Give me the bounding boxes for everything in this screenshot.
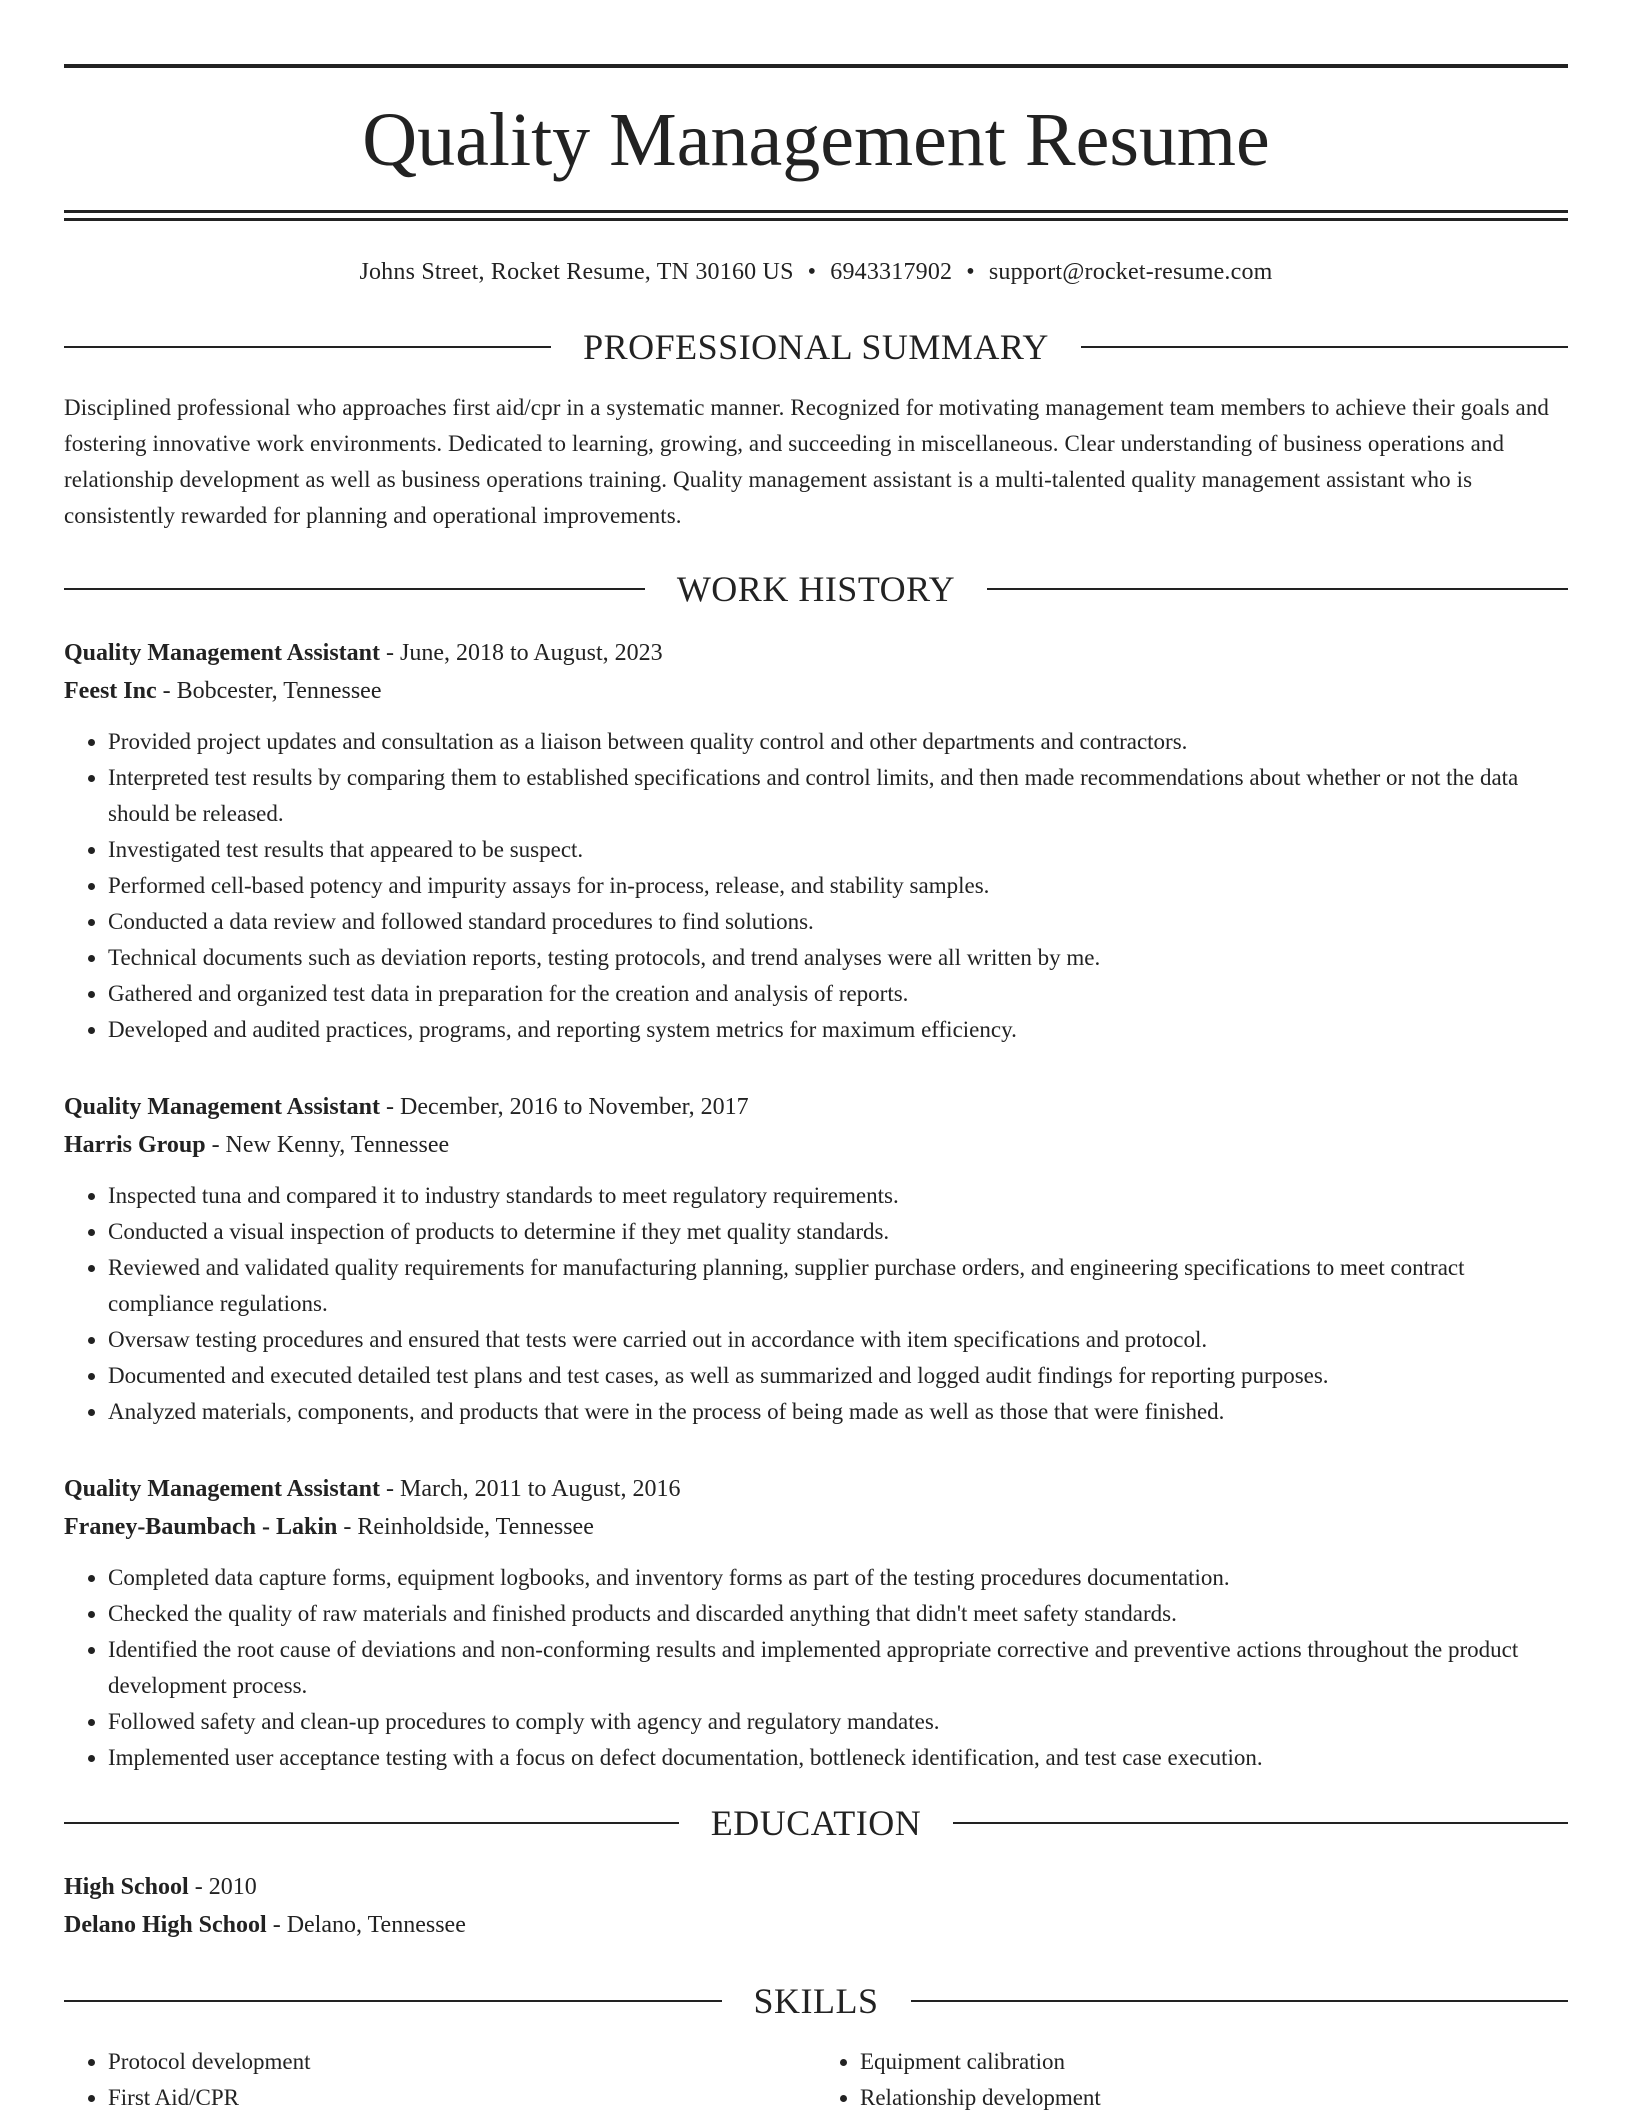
job-bullet: • Provided project updates and consultation as a liaison between quality control and other departments and contractors. xyxy=(108,724,1568,760)
job-title-line xyxy=(64,1470,1568,1508)
contact-separator: • xyxy=(807,259,817,285)
skill-item: • Relationship development xyxy=(860,2080,1568,2116)
job-bullet: • Developed and audited practices, programs, and reporting system metrics for maximum efficiency. xyxy=(108,1012,1568,1048)
job-location: - New Kenny, Tennessee xyxy=(205,1132,450,1158)
job-location: - Reinholdside, Tennessee xyxy=(337,1514,594,1540)
section-title: SKILLS xyxy=(753,1981,879,2021)
job-title-line xyxy=(64,1088,1568,1126)
job-bullet: • Oversaw testing procedures and ensured that tests were carried out in accordance with item specifications and protocol. xyxy=(108,1322,1568,1358)
education-degree: High School xyxy=(64,1874,189,1900)
top-rule xyxy=(64,64,1568,68)
section-rule xyxy=(987,588,1568,590)
job-entry xyxy=(64,634,1568,1048)
resume-page xyxy=(64,64,1568,2116)
job-entry xyxy=(64,1470,1568,1776)
contact-email: support@rocket-resume.com xyxy=(988,259,1273,285)
section-rule xyxy=(64,2000,722,2002)
job-bullet-list xyxy=(64,1178,1568,1430)
job-company: Franey-Baumbach - Lakin xyxy=(64,1514,338,1540)
contact-address: Johns Street, Rocket Resume, TN 30160 US xyxy=(359,259,794,285)
contact-separator: • xyxy=(966,259,975,285)
job-bullet: • Interpreted test results by comparing them to established specifications and control limits, and then made recommendations about whether or not the data should be released. xyxy=(108,760,1568,832)
education-entry xyxy=(64,1868,1568,1944)
section-header-summary xyxy=(64,326,1568,368)
skill-item: • First Aid/CPR xyxy=(108,2080,816,2116)
section-rule xyxy=(911,2000,1569,2002)
job-dates: - June, 2018 to August, 2023 xyxy=(380,640,663,666)
job-entry xyxy=(64,1088,1568,1430)
education-school: Delano High School xyxy=(64,1912,267,1938)
skills-column-right xyxy=(816,2044,1568,2116)
job-list xyxy=(64,634,1568,1776)
section-header-skills xyxy=(64,1980,1568,2022)
section-title: EDUCATION xyxy=(710,1803,922,1843)
education-location: - Delano, Tennessee xyxy=(266,1912,466,1938)
job-title: Quality Management Assistant xyxy=(64,1094,381,1120)
job-bullet: • Conducted a visual inspection of products to determine if they met quality standards. xyxy=(108,1214,1568,1250)
section-rule xyxy=(1081,346,1568,348)
job-title: Quality Management Assistant xyxy=(64,1476,381,1502)
job-bullet: • Reviewed and validated quality requirements for manufacturing planning, supplier purchase orders, and engineering specifications to meet contract compliance regulations. xyxy=(108,1250,1568,1322)
section-title: PROFESSIONAL SUMMARY xyxy=(583,327,1049,367)
contact-phone: 6943317902 xyxy=(830,259,953,285)
education-school-line xyxy=(64,1906,1568,1944)
job-bullet: • Performed cell-based potency and impurity assays for in-process, release, and stability samples. xyxy=(108,868,1568,904)
summary-text: Disciplined professional who approaches first aid/cpr in a systematic manner. Recognized for motivating management team members to achieve their goals and fostering innovative work environments. Dedicated to learning, growing, and succeeding in miscellaneous. Clear understanding of business operations and relationship development as well as business operations training. Quality management assistant is a multi-talented quality management assistant who is consistently rewarded for planning and operational improvements. xyxy=(64,395,1550,528)
section-rule xyxy=(953,1822,1568,1824)
contact-line xyxy=(64,259,1568,286)
job-bullet: • Conducted a data review and followed standard procedures to find solutions. xyxy=(108,904,1568,940)
job-bullet: • Inspected tuna and compared it to industry standards to meet regulatory requirements. xyxy=(108,1178,1568,1214)
section-title: WORK HISTORY xyxy=(676,569,956,609)
section-rule xyxy=(64,588,645,590)
job-bullet: • Gathered and organized test data in preparation for the creation and analysis of reports. xyxy=(108,976,1568,1012)
job-bullet: • Followed safety and clean-up procedures to comply with agency and regulatory mandates. xyxy=(108,1704,1568,1740)
job-location: - Bobcester, Tennessee xyxy=(156,678,382,704)
section-rule xyxy=(64,1822,679,1824)
job-company: Harris Group xyxy=(64,1132,206,1158)
section-header-education xyxy=(64,1802,1568,1844)
job-bullet-list xyxy=(64,1560,1568,1776)
job-bullet: • Checked the quality of raw materials and finished products and discarded anything that didn't meet safety standards. xyxy=(108,1596,1568,1632)
skill-item: • Equipment calibration xyxy=(860,2044,1568,2080)
job-bullet-list xyxy=(64,724,1568,1048)
job-bullet: • Analyzed materials, components, and products that were in the process of being made as well as those that were finished. xyxy=(108,1394,1568,1430)
job-dates: - March, 2011 to August, 2016 xyxy=(380,1476,681,1502)
education-degree-line xyxy=(64,1868,1568,1906)
job-bullet: • Investigated test results that appeared to be suspect. xyxy=(108,832,1568,868)
education-year: - 2010 xyxy=(188,1874,257,1900)
double-rule xyxy=(64,210,1568,221)
job-company-line xyxy=(64,1126,1568,1164)
job-bullet: • Implemented user acceptance testing with a focus on defect documentation, bottleneck identification, and test case execution. xyxy=(108,1740,1568,1776)
job-company-line xyxy=(64,1508,1568,1546)
job-bullet: • Identified the root cause of deviations and non-conforming results and implemented appropriate corrective and preventive actions throughout the product development process. xyxy=(108,1632,1568,1704)
job-title-line xyxy=(64,634,1568,672)
job-dates: - December, 2016 to November, 2017 xyxy=(380,1094,749,1120)
resume-title: Quality Management Resume xyxy=(362,98,1270,182)
job-bullet: • Documented and executed detailed test plans and test cases, as well as summarized and logged audit findings for reporting purposes. xyxy=(108,1358,1568,1394)
job-title: Quality Management Assistant xyxy=(64,640,381,666)
section-header-work-history xyxy=(64,568,1568,610)
skill-item: • Protocol development xyxy=(108,2044,816,2080)
job-company: Feest Inc xyxy=(64,678,157,704)
job-bullet: • Completed data capture forms, equipment logbooks, and inventory forms as part of the testing procedures documentation. xyxy=(108,1560,1568,1596)
section-rule xyxy=(64,346,551,348)
job-bullet: • Technical documents such as deviation reports, testing protocols, and trend analyses were all written by me. xyxy=(108,940,1568,976)
job-company-line xyxy=(64,672,1568,710)
skills-list xyxy=(64,2044,1568,2116)
skills-column-left xyxy=(64,2044,816,2116)
